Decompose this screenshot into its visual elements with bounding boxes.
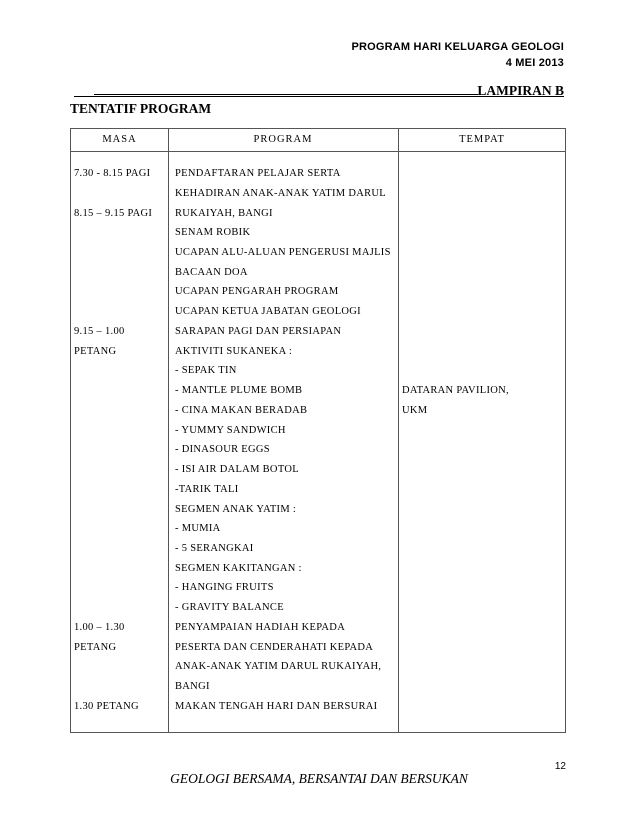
program-line: PENYAMPAIAN HADIAH KEPADA [175,622,346,633]
program-line: SEGMEN KAKITANGAN : [175,563,302,574]
program-line: - 5 SERANGKAI [175,543,254,554]
program-line: MAKAN TENGAH HARI DAN BERSURAI [175,701,378,712]
lampiran-label: LAMPIRAN B [477,83,564,98]
program-line: KEHADIRAN ANAK-ANAK YATIM DARUL [175,188,387,199]
masa-cell: PETANG [74,642,117,653]
header-date: 4 MEI 2013 [505,57,564,69]
header-program-title: PROGRAM HARI KELUARGA GEOLOGI [351,41,564,53]
column-header-program: PROGRAM [253,134,313,145]
header-rule [74,96,478,97]
program-line: UCAPAN KETUA JABATAN GEOLOGI [175,306,361,317]
program-line: UCAPAN PENGARAH PROGRAM [175,286,339,297]
column-divider [398,129,399,732]
program-line: PENDAFTARAN PELAJAR SERTA [175,168,341,179]
program-line: - HANGING FRUITS [175,582,274,593]
program-line: BACAAN DOA [175,267,248,278]
program-line: SEGMEN ANAK YATIM : [175,504,297,515]
program-line: -TARIK TALI [175,484,239,495]
masa-cell: 8.15 – 9.15 PAGI [74,208,153,219]
column-header-tempat: TEMPAT [459,134,505,145]
footer-motto: GEOLOGI BERSAMA, BERSANTAI DAN BERSUKAN [170,771,468,786]
tempat-line: DATARAN PAVILION, [402,385,509,396]
column-header-masa: MASA [102,134,137,145]
program-line: SENAM ROBIK [175,227,251,238]
program-line: - DINASOUR EGGS [175,444,270,455]
masa-cell: 9.15 – 1.00 [74,326,125,337]
program-line: RUKAIYAH, BANGI [175,208,273,219]
program-line: - MANTLE PLUME BOMB [175,385,303,396]
program-line: - CINA MAKAN BERADAB [175,405,308,416]
masa-cell: 7.30 - 8.15 PAGI [74,168,151,179]
lampiran-line [74,81,564,99]
masa-cell: 1.30 PETANG [74,701,139,712]
header-rule-inner [94,94,478,95]
program-line: - MUMIA [175,523,221,534]
program-line: - YUMMY SANDWICH [175,425,286,436]
tempat-line: UKM [402,405,428,416]
program-line: BANGI [175,681,210,692]
program-line: PESERTA DAN CENDERAHATI KEPADA [175,642,374,653]
program-line: - ISI AIR DALAM BOTOL [175,464,299,475]
page-number: 12 [554,761,566,772]
page-title: TENTATIF PROGRAM [70,101,212,116]
program-line: ANAK-ANAK YATIM DARUL RUKAIYAH, [175,661,382,672]
program-line: - GRAVITY BALANCE [175,602,284,613]
column-divider [168,129,169,732]
program-line: UCAPAN ALU-ALUAN PENGERUSI MAJLIS [175,247,391,258]
program-line: AKTIVITI SUKANEKA : [175,346,293,357]
program-line: SARAPAN PAGI DAN PERSIAPAN [175,326,342,337]
schedule-table [70,128,566,733]
masa-cell: PETANG [74,346,117,357]
header-divider [71,151,565,152]
program-line: - SEPAK TIN [175,365,237,376]
masa-cell: 1.00 – 1.30 [74,622,125,633]
